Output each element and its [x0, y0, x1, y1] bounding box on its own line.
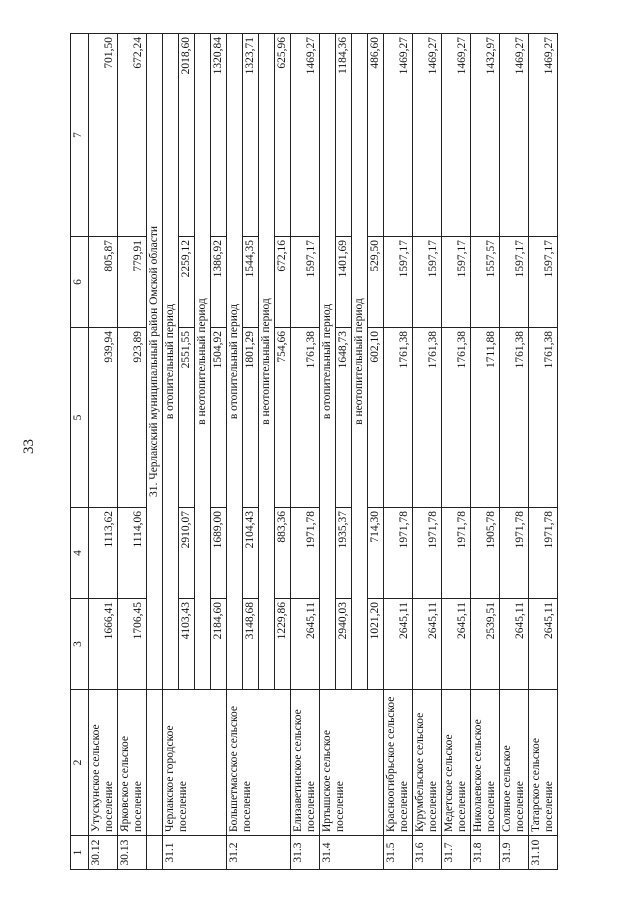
- row-name: Ярковское сельское поселение: [118, 690, 147, 836]
- cell: 1386,92: [211, 237, 227, 328]
- cell: 1761,38: [500, 328, 529, 508]
- period-label: в отопительный период: [320, 34, 336, 690]
- row-name: Медетское сельское поселение: [442, 690, 471, 836]
- cell: 1905,78: [471, 508, 500, 599]
- row-name: Елизаветинское сельское поселение: [291, 690, 320, 836]
- cell: 1597,17: [413, 237, 442, 328]
- row-id: 31.10: [529, 836, 558, 870]
- row-name: Черлакское городское поселение: [163, 690, 227, 836]
- cell: 1323,71: [243, 34, 259, 237]
- col-header: 7: [71, 34, 89, 237]
- period-label: в неотопительный период: [259, 34, 275, 690]
- cell: 1597,17: [500, 237, 529, 328]
- cell: 1597,17: [442, 237, 471, 328]
- cell: 1544,35: [243, 237, 259, 328]
- cell: 1021,20: [368, 599, 384, 690]
- cell: 2910,07: [179, 508, 195, 599]
- cell: 1401,69: [336, 237, 352, 328]
- cell: 2645,11: [442, 599, 471, 690]
- cell: 1597,17: [529, 237, 558, 328]
- cell: 1114,06: [118, 508, 147, 599]
- cell: 1469,27: [442, 34, 471, 237]
- cell: 2259,12: [179, 237, 195, 328]
- cell: 672,24: [118, 34, 147, 237]
- col-header: 5: [71, 328, 89, 508]
- row-name: Красноогибрьское сельское поселение: [384, 690, 413, 836]
- cell: 2184,60: [211, 599, 227, 690]
- row-name: Соляное сельское поселение: [500, 690, 529, 836]
- period-label: в неотопительный период: [352, 34, 368, 690]
- cell: 1469,27: [413, 34, 442, 237]
- row-id: 31.1: [163, 836, 227, 870]
- cell: 1648,73: [336, 328, 352, 508]
- period-label: в отопительный период: [163, 34, 179, 690]
- table-row: [500, 34, 529, 870]
- period-label: в отопительный период: [227, 34, 243, 690]
- col-header: 4: [71, 508, 89, 599]
- cell: 4103,43: [179, 599, 195, 690]
- cell: 2018,60: [179, 34, 195, 237]
- cell: 602,10: [368, 328, 384, 508]
- cell: 1432,97: [471, 34, 500, 237]
- row-name: Большетмасское сельское поселение: [227, 690, 291, 836]
- cell: 1971,78: [500, 508, 529, 599]
- cell: 1761,38: [442, 328, 471, 508]
- cell: 2645,11: [413, 599, 442, 690]
- cell: 1971,78: [413, 508, 442, 599]
- cell: 883,36: [275, 508, 291, 599]
- cell: 2940,03: [336, 599, 352, 690]
- table-row: [118, 34, 147, 870]
- period-row: [320, 34, 336, 870]
- table-row: [89, 34, 118, 870]
- cell: 923,89: [118, 328, 147, 508]
- row-name: Курумбельское сельское поселение: [413, 690, 442, 836]
- cell: 939,94: [89, 328, 118, 508]
- cell: 1689,00: [211, 508, 227, 599]
- cell: 1971,78: [442, 508, 471, 599]
- cell: 1761,38: [413, 328, 442, 508]
- cell: 805,87: [89, 237, 118, 328]
- header-row: [71, 34, 89, 870]
- cell: 2551,55: [179, 328, 195, 508]
- col-header: 3: [71, 599, 89, 690]
- row-id: 31.3: [291, 836, 320, 870]
- col-header: 2: [71, 690, 89, 836]
- cell: 714,30: [368, 508, 384, 599]
- cell: 1184,36: [336, 34, 352, 237]
- table-row: [529, 34, 558, 870]
- cell: 3148,68: [243, 599, 259, 690]
- period-row: [163, 34, 179, 870]
- cell: 2645,11: [384, 599, 413, 690]
- row-name: Утускунское сельское поселение: [89, 690, 118, 836]
- cell: 1971,78: [291, 508, 320, 599]
- cell: 1666,41: [89, 599, 118, 690]
- cell: 1504,92: [211, 328, 227, 508]
- col-header: 6: [71, 237, 89, 328]
- cell: 2645,11: [529, 599, 558, 690]
- cell: 1935,37: [336, 508, 352, 599]
- cell: 1761,38: [529, 328, 558, 508]
- table-row: [384, 34, 413, 870]
- cell: 1229,86: [275, 599, 291, 690]
- row-id: 31.6: [413, 836, 442, 870]
- cell: 529,50: [368, 237, 384, 328]
- cell: 2539,51: [471, 599, 500, 690]
- row-id: 31.5: [384, 836, 413, 870]
- cell: 1557,57: [471, 237, 500, 328]
- cell: 1801,29: [243, 328, 259, 508]
- cell: 1320,84: [211, 34, 227, 237]
- cell: 1469,27: [384, 34, 413, 237]
- row-id: 30.13: [118, 836, 147, 870]
- row-id: 31.2: [227, 836, 291, 870]
- cell: 779,91: [118, 237, 147, 328]
- cell: 1597,17: [384, 237, 413, 328]
- period-label: в неотопительный период: [195, 34, 211, 690]
- row-id: 31.8: [471, 836, 500, 870]
- row-id: 31.7: [442, 836, 471, 870]
- cell: 1706,45: [118, 599, 147, 690]
- col-header: 1: [71, 836, 89, 870]
- cell: 2645,11: [500, 599, 529, 690]
- row-id: 31.4: [320, 836, 384, 870]
- period-row: [227, 34, 243, 870]
- row-id: 31.9: [500, 836, 529, 870]
- row-name: Николаевское сельское поселение: [471, 690, 500, 836]
- page-number: 33: [21, 439, 37, 454]
- rotated-table-wrapper: [70, 34, 560, 870]
- cell: 754,66: [275, 328, 291, 508]
- cell: 1711,88: [471, 328, 500, 508]
- section-title: 31. Черлакский муниципальный район Омской области: [147, 34, 163, 690]
- row-id: 30.12: [89, 836, 118, 870]
- row-name: Иртышское сельское поселение: [320, 690, 384, 836]
- cell: 672,16: [275, 237, 291, 328]
- cell: 1469,27: [500, 34, 529, 237]
- row-name: Татарское сельское поселение: [529, 690, 558, 836]
- section-row: [147, 34, 163, 870]
- cell: 2104,43: [243, 508, 259, 599]
- table-row: [471, 34, 500, 870]
- cell: 1597,17: [291, 237, 320, 328]
- cell: 1971,78: [384, 508, 413, 599]
- cell: 1469,27: [529, 34, 558, 237]
- cell: 1469,27: [291, 34, 320, 237]
- cell: 2645,11: [291, 599, 320, 690]
- cell: 625,96: [275, 34, 291, 237]
- cell: 701,50: [89, 34, 118, 237]
- cell: 1761,38: [291, 328, 320, 508]
- cell: 1113,62: [89, 508, 118, 599]
- table-row: [413, 34, 442, 870]
- tariff-table: [70, 33, 558, 870]
- cell: 486,60: [368, 34, 384, 237]
- table-row: [442, 34, 471, 870]
- table-row: [291, 34, 320, 870]
- cell: 1761,38: [384, 328, 413, 508]
- cell: 1971,78: [529, 508, 558, 599]
